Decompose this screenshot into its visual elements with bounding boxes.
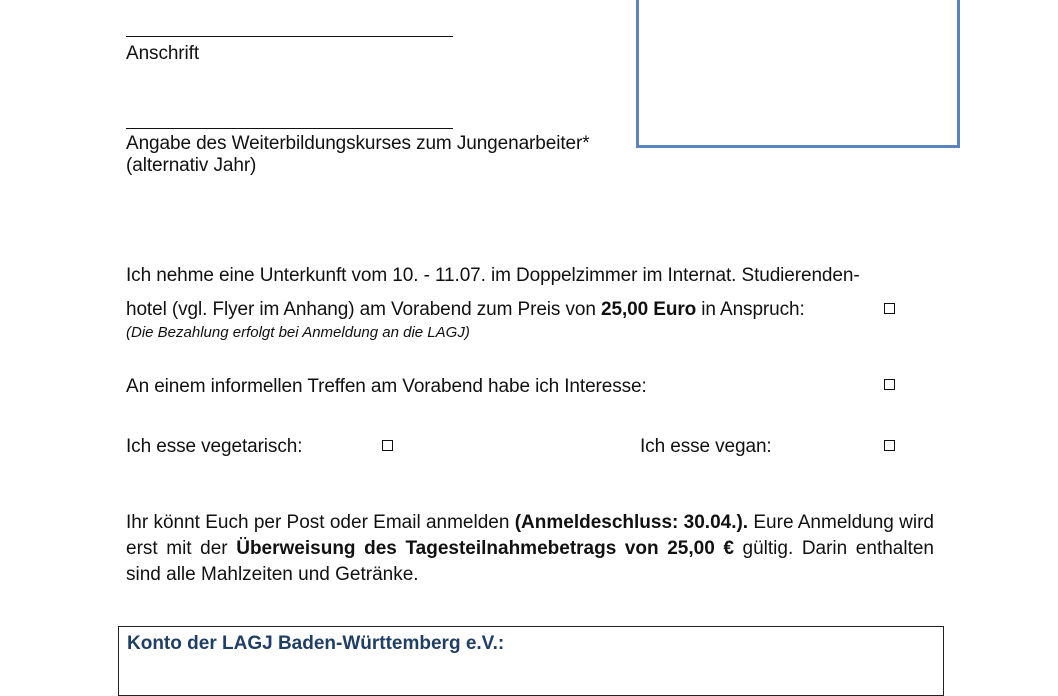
vegan-checkbox[interactable] (884, 440, 895, 451)
address-signature-line[interactable] (126, 36, 453, 37)
accommodation-note: (Die Bezahlung erfolgt bei Anmeldung an die LAGJ) (126, 324, 470, 341)
accommodation-line2-post: in Anspruch: (696, 299, 805, 320)
account-title: Konto der LAGJ Baden-Württemberg e.V.: (127, 633, 505, 654)
registration-text-1: Ihr könnt Euch per Post oder Email anmelden (126, 512, 515, 533)
registration-deadline: (Anmeldeschluss: 30.04.). (514, 512, 749, 533)
course-sub-label: (alternativ Jahr) (126, 155, 257, 176)
vegetarian-label: Ich esse vegetarisch: (126, 436, 303, 457)
stamp-box (636, 0, 960, 148)
meeting-checkbox[interactable] (884, 379, 895, 390)
meeting-label: An einem informellen Treffen am Vorabend habe ich Interesse: (126, 376, 647, 397)
accommodation-price: 25,00 Euro (601, 299, 697, 320)
registration-text-5: gültig. Darin enthalten sind alle Mahlzeiten und Getränke. (126, 538, 934, 585)
course-signature-line[interactable] (126, 128, 453, 129)
course-label: Angabe des Weiterbildungskurses zum Jungenarbeiter* (126, 133, 590, 154)
vegetarian-checkbox[interactable] (382, 440, 393, 451)
registration-fee: Überweisung des Tagesteilnahmebetrags von 25,00 € (236, 538, 734, 559)
accommodation-line2-pre: hotel (vgl. Flyer im Anhang) am Vorabend zum Preis von (126, 299, 602, 320)
account-box (118, 626, 944, 696)
vegan-label: Ich esse vegan: (640, 436, 772, 457)
accommodation-line1: Ich nehme eine Unterkunft vom 10. - 11.07. im Doppelzimmer im Internat. Studierenden- (126, 265, 860, 286)
accommodation-line2 (126, 299, 805, 321)
registration-text-3: Eure Anmeldung wird erst mit der (126, 512, 934, 559)
accommodation-checkbox[interactable] (884, 303, 895, 314)
address-label: Anschrift (126, 43, 200, 64)
registration-paragraph (126, 510, 934, 588)
